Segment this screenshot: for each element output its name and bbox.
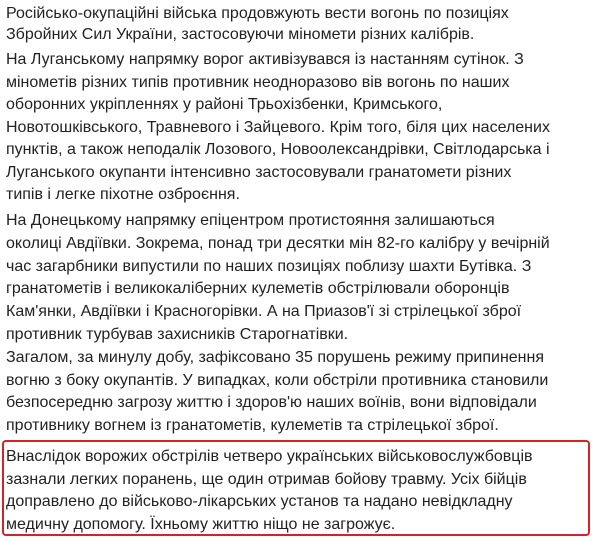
text-line: вогню з боку окупантів. У випадках, коли обстріли противника становили — [6, 371, 549, 389]
text-line: безпосередню загрозу життю і здоров'ю наших воїнів, вони відповідали — [6, 394, 537, 411]
text-line: Збройних Сил України, застосовуючи міномети різних калібрів. — [6, 26, 475, 43]
text-line: оборонних укріпленнях у районі Трьохізбенки, Кримського, — [6, 96, 443, 113]
text-line: пунктів, а також неподалік Лозового, Новоолександрівки, Світлодарська і — [6, 141, 550, 158]
text-line: Новотошківського, Травневого і Зайцевого. Крім того, біля цих населених — [6, 118, 550, 136]
paragraph-summary — [6, 347, 590, 437]
text-line: час загарбники випустили по наших позиціях поблизу шахти Бутівка. З — [6, 257, 532, 275]
paragraph-luhansk — [6, 49, 590, 207]
paragraph-casualties-highlighted — [6, 446, 590, 536]
text-line: На Донецькому напрямку епіцентром протистояння залишаються — [6, 212, 495, 229]
text-line: медичну допомогу. Їхньому життю ніщо не загрожує. — [6, 515, 396, 533]
text-line: Луганського окупанти інтенсивно застосовували гранатомети різних — [6, 163, 512, 181]
text-line: типів і легке піхотне озброєння. — [6, 186, 240, 203]
text-line: околиці Авдіївки. Зокрема, понад три десятки мін 82-го калібру у вечірній — [6, 234, 550, 252]
text-line: доправлено до військово-лікарських установ та надано невідкладну — [6, 493, 513, 510]
paragraph-intro — [6, 3, 590, 45]
text-line: противнику вогнем із гранатометів, кулеметів та стрілецької зброї. — [6, 416, 499, 434]
text-line: Загалом, за минулу добу, зафіксовано 35 порушень режиму припинення — [6, 349, 545, 366]
text-line: противник турбував захисників Старогнатівки. — [6, 325, 349, 343]
text-line: Російсько-окупаційні війська продовжують вести вогонь по позиціях — [6, 5, 509, 22]
text-line: мінометів різних типів противник неодноразово вів вогонь по наших — [6, 73, 510, 91]
paragraph-donetsk — [6, 210, 590, 347]
text-line: На Луганському напрямку ворог активізувався із настанням сутінок. З — [6, 51, 524, 68]
text-line: зазнали легких поранень, ще один отримав бойову травму. Усіх бійців — [6, 470, 527, 488]
text-line: гранатометів і великокаліберних кулеметів обстрілювали оборонців — [6, 280, 510, 298]
text-line: Кам'янки, Авдіївки і Красногорівки. А на Приазов'ї зі стрілецької зброї — [6, 303, 522, 321]
text-line: Внаслідок ворожих обстрілів четверо українських військовослужбовців — [6, 448, 533, 465]
